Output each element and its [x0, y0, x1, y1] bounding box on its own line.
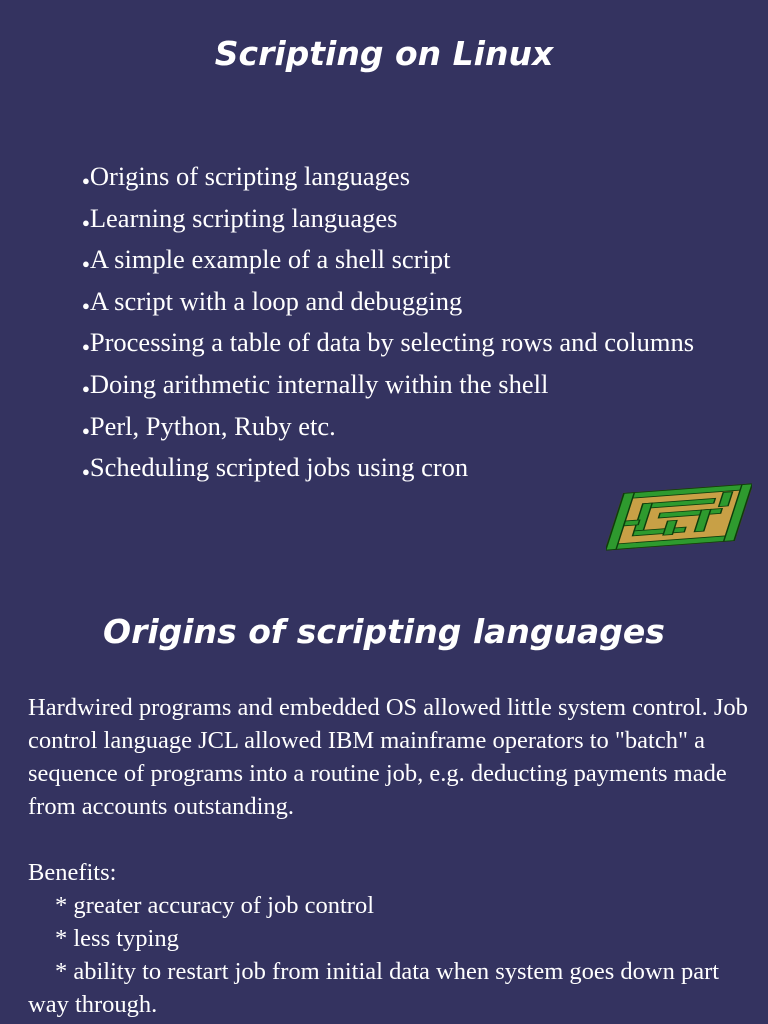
slide-origins-of-scripting-languages	[0, 580, 768, 1024]
topic-list	[82, 158, 722, 491]
slide-title: Origins of scripting languages	[103, 612, 665, 651]
list-item: ●A script with a loop and debugging	[82, 285, 463, 316]
bullet-icon: ●	[82, 464, 90, 480]
benefit-item: * greater accuracy of job control	[55, 892, 375, 919]
list-item: ●A simple example of a shell script	[82, 244, 451, 275]
benefit-item: * ability to restart job from initial data when system goes down part way through.	[28, 958, 720, 1018]
bullet-icon: ●	[82, 256, 90, 272]
intro-paragraph: Hardwired programs and embedded OS allowed little system control. Job control language JCL allowed IBM mainframe operators to "batch" a sequence of programs into a routine job, e.g. deducting payments made from accounts outstanding.	[28, 694, 748, 820]
list-item: ●Perl, Python, Ruby etc.	[82, 410, 336, 441]
slide-body	[28, 691, 758, 1021]
bullet-icon: ●	[82, 214, 90, 230]
list-item: ●Learning scripting languages	[82, 202, 398, 233]
spacer	[28, 823, 758, 856]
list-item: ●Origins of scripting languages	[82, 161, 411, 191]
list-item: ●Scheduling scripted jobs using cron	[82, 452, 469, 483]
slide-title: Scripting on Linux	[214, 34, 554, 73]
benefit-item: * less typing	[55, 925, 179, 952]
list-item: ●Doing arithmetic internally within the shell	[82, 368, 549, 399]
bullet-icon: ●	[82, 297, 90, 313]
green-maze-icon	[606, 478, 752, 556]
bullet-icon: ●	[82, 422, 90, 438]
bullet-icon: ●	[82, 173, 90, 188]
bullet-icon: ●	[82, 339, 90, 355]
benefits-heading: Benefits:	[28, 859, 117, 886]
list-item: ●Processing a table of data by selecting rows and columns	[82, 327, 695, 358]
bullet-icon: ●	[82, 380, 90, 396]
